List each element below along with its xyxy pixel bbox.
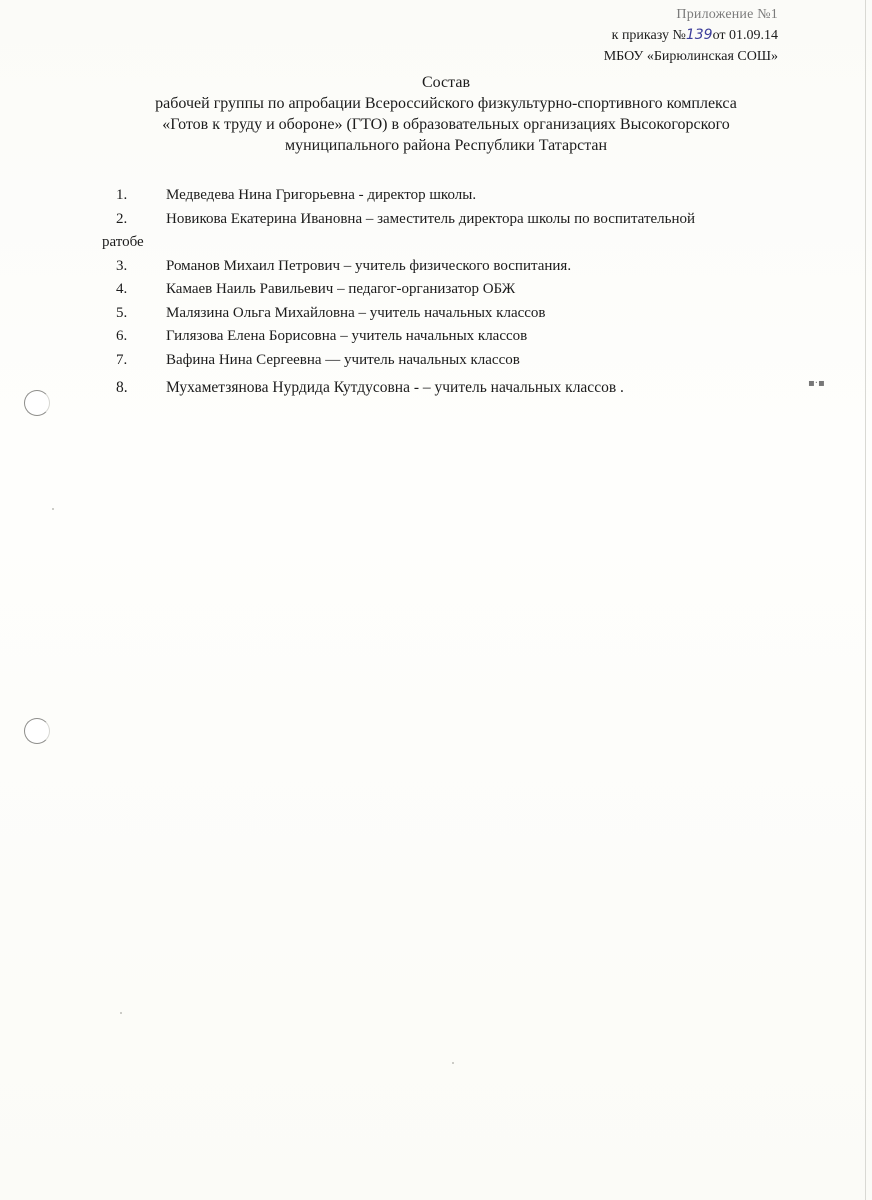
page-edge (865, 0, 866, 1200)
document-header (604, 4, 778, 67)
item-number: 3. (116, 257, 128, 274)
scan-speck (52, 508, 54, 510)
item-number: 7. (116, 351, 128, 368)
scan-speck (120, 1012, 122, 1014)
item-text: Малязина Ольга Михайловна – учитель начальных классов (166, 304, 546, 321)
list-item (102, 208, 781, 255)
item-text: Медведева Нина Григорьевна - директор школы. (166, 187, 477, 203)
item-number: 4. (116, 281, 128, 297)
list-item (116, 376, 781, 400)
appendix-label: Приложение №1 (676, 7, 778, 22)
list-item (116, 184, 781, 208)
title-line-1: Состав (421, 74, 470, 91)
school-name: МБОУ «Бирюлинская СОШ» (603, 49, 778, 64)
punch-hole-bottom (24, 718, 50, 744)
list-item (116, 325, 781, 349)
document-title (96, 72, 796, 156)
item-number: 2. (116, 210, 128, 227)
punch-hole-top (24, 390, 50, 416)
item-text: Вафина Нина Сергеевна — учитель начальных классов (166, 351, 520, 368)
item-text: Камаев Наиль Равильевич – педагог-организатор ОБЖ (166, 281, 516, 297)
order-number-handwritten: 139 (685, 27, 713, 43)
order-prefix: к приказу № (611, 28, 686, 43)
list-item (116, 349, 781, 373)
scan-speck (452, 1062, 454, 1064)
item-text: Романов Михаил Петрович – учитель физического воспитания. (166, 257, 572, 274)
order-reference (604, 25, 778, 46)
title-line-3: «Готов к труду и обороне» (ГТО) в образовательных организациях Высокогорского (162, 116, 730, 133)
item-text: Новикова Екатерина Ивановна – заместитель директора школы по воспитательной (166, 210, 696, 227)
title-line-4: муниципального района Республики Татарстан (284, 137, 608, 154)
item-text: Гилязова Елена Борисовна – учитель начальных классов (166, 328, 528, 344)
item-number: 8. (116, 379, 128, 396)
item-number: 1. (116, 187, 128, 203)
title-line-2: рабочей группы по апробации Всероссийского физкультурно-спортивного комплекса (155, 95, 737, 112)
members-list (102, 184, 781, 400)
item-number: 5. (116, 304, 128, 321)
list-item (116, 255, 781, 279)
item-text: Мухаметзянова Нурдида Кутдусовна - – учитель начальных классов . (166, 379, 624, 396)
order-date: от 01.09.14 (712, 28, 778, 43)
item-text-continuation: ратобе (102, 234, 144, 250)
scan-mark: ▪·▪ (808, 378, 825, 389)
list-item (116, 302, 781, 326)
item-number: 6. (116, 328, 128, 344)
list-item (116, 278, 781, 302)
